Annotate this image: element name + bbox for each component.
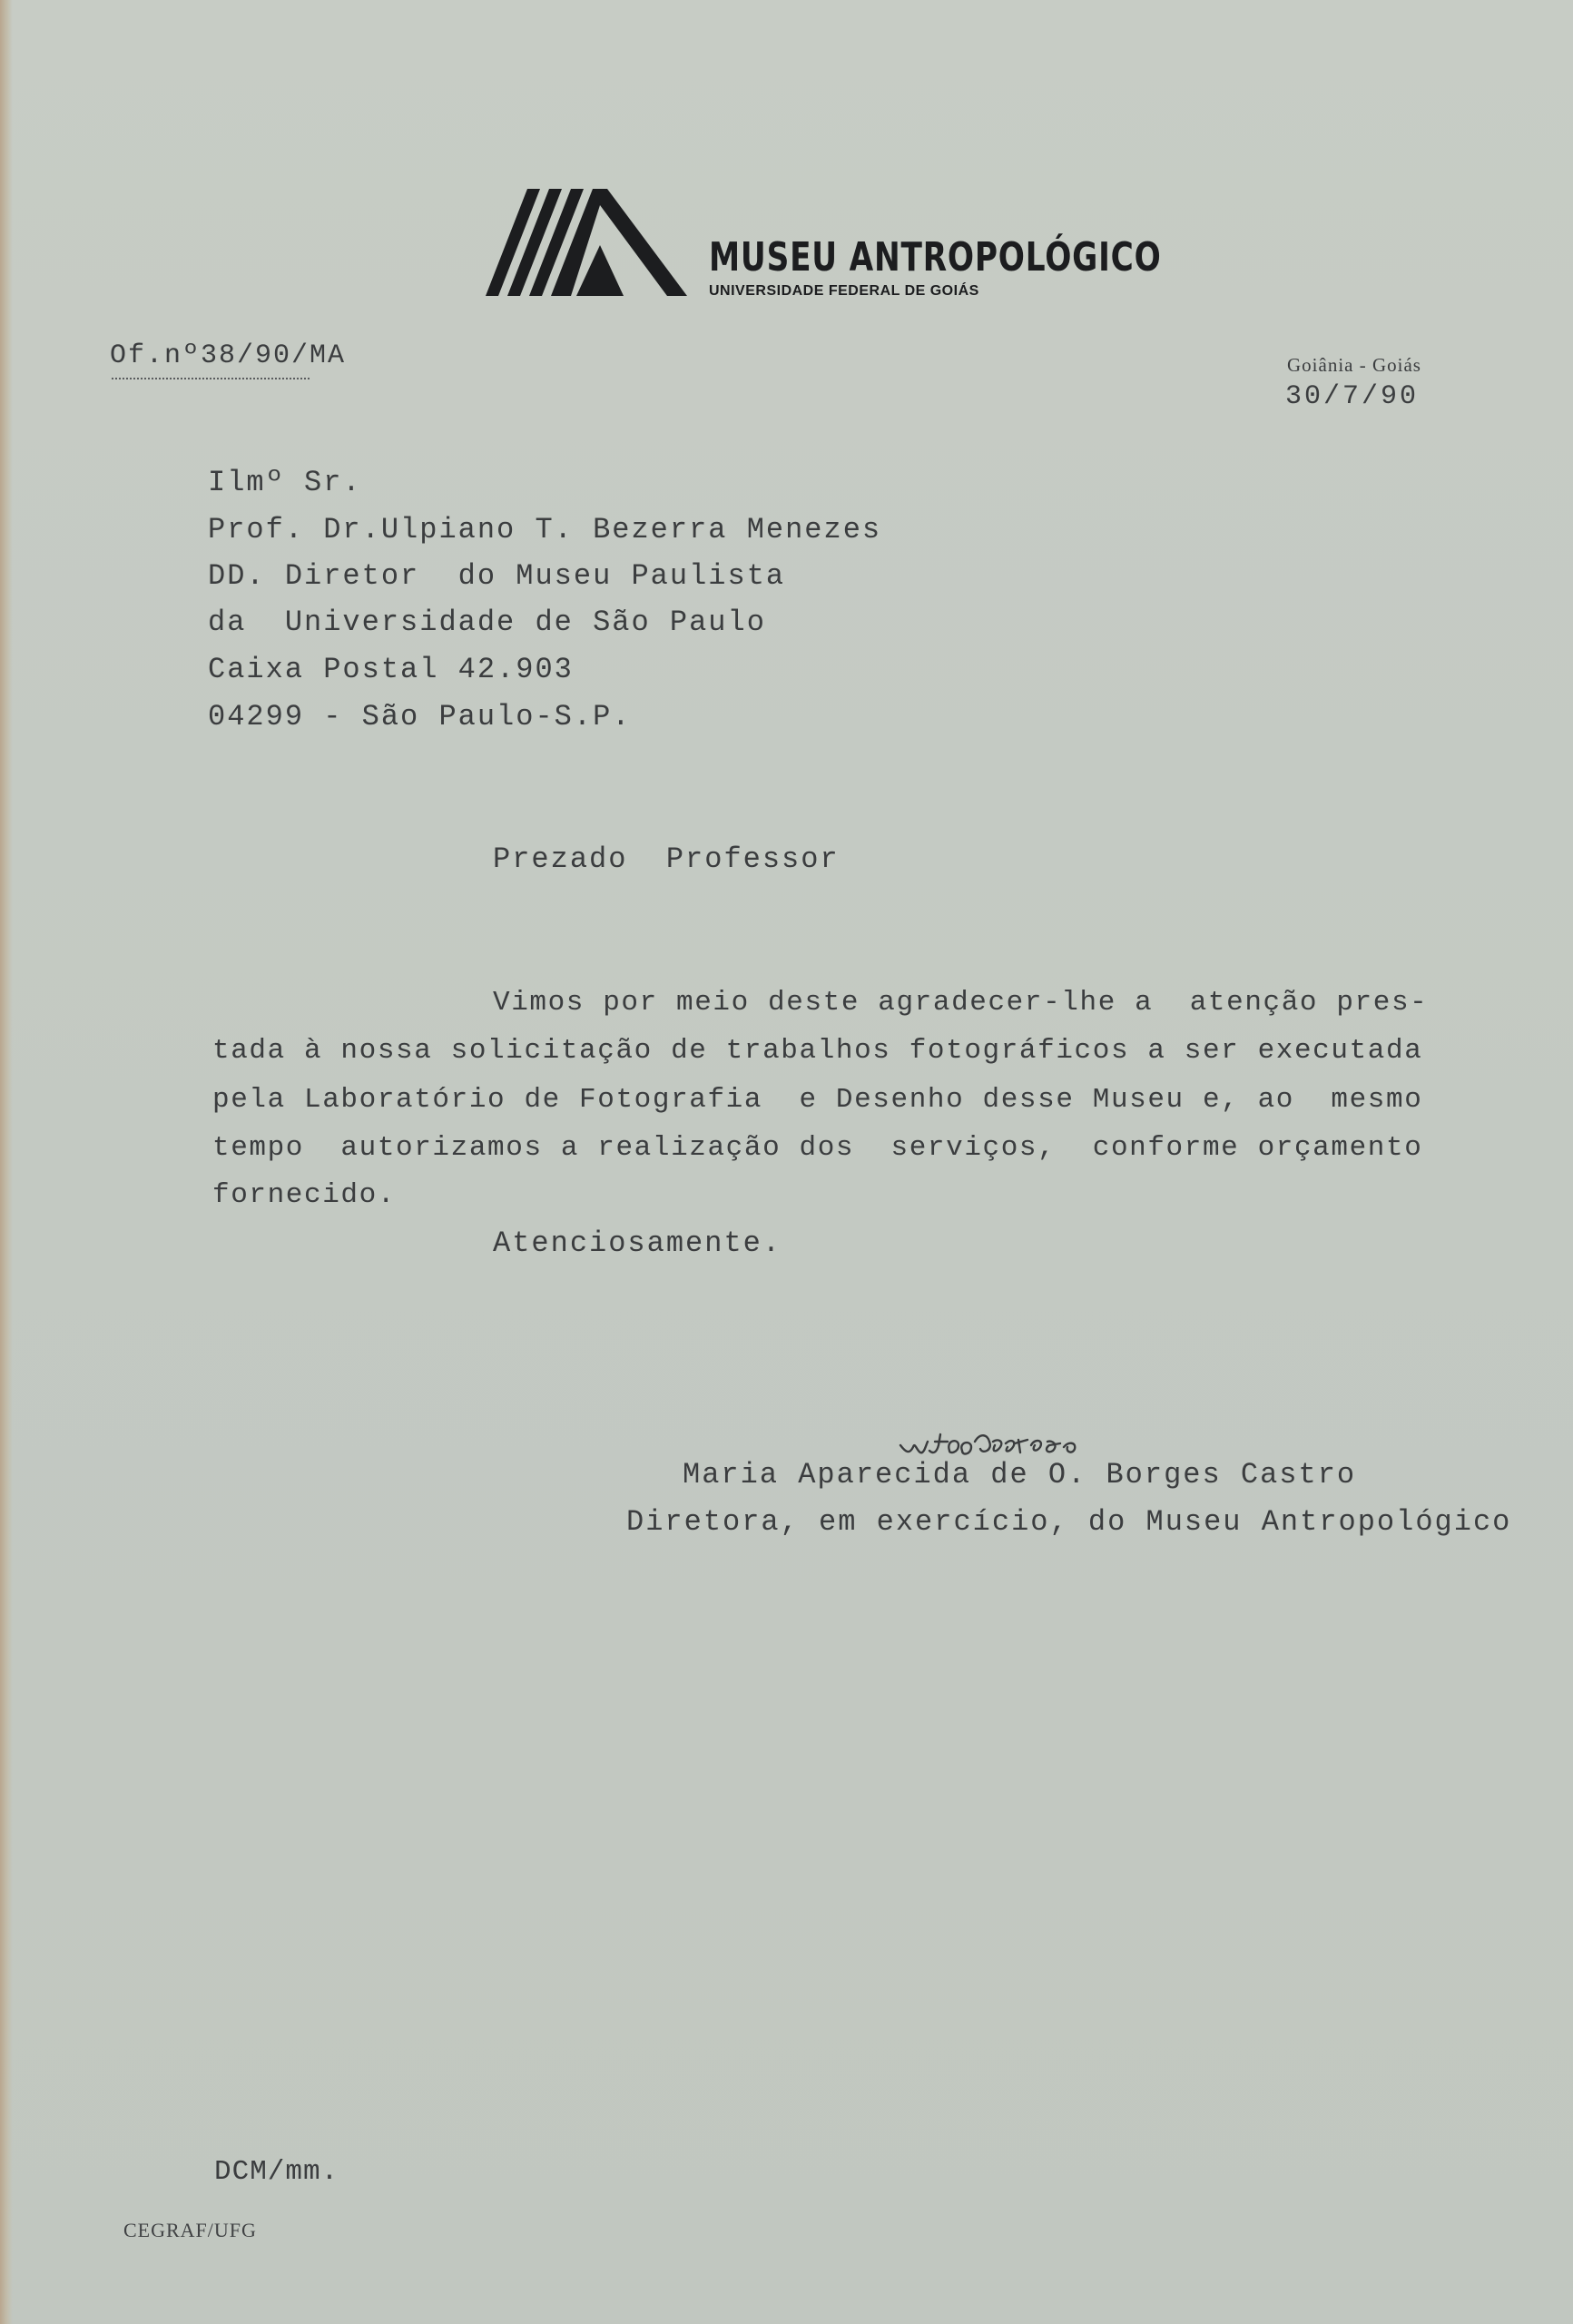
closing: Atenciosamente. — [493, 1226, 782, 1260]
museum-name: MUSEU ANTROPOLÓGICO — [709, 234, 1162, 281]
body-line: tempo autorizamos a realização dos serviços, conforme orçamento — [212, 1132, 1423, 1164]
reference-underline — [112, 378, 310, 379]
recipient-line: 04299 - São Paulo-S.P. — [208, 700, 632, 734]
university-name: UNIVERSIDADE FEDERAL DE GOIÁS — [709, 283, 979, 299]
paper-edge — [0, 0, 13, 2324]
recipient-line: DD. Diretor do Museu Paulista — [208, 559, 786, 593]
recipient-line: Ilmº Sr. — [208, 466, 362, 499]
printer-mark: CEGRAF/UFG — [123, 2219, 257, 2241]
body-line: tada à nossa solicitação de trabalhos fotográficos a ser executada — [212, 1035, 1423, 1067]
typist-initials: DCM/mm. — [214, 2156, 339, 2188]
salutation: Prezado Professor — [493, 842, 840, 876]
body-line: Vimos por meio deste agradecer-lhe a atenção pres- — [493, 987, 1429, 1019]
date: 30/7/90 — [1285, 381, 1420, 412]
body-line: pela Laboratório de Fotografia e Desenho desse Museu e, ao mesmo — [212, 1084, 1423, 1116]
place: Goiânia - Goiás — [1287, 354, 1421, 376]
body-line: fornecido. — [212, 1179, 397, 1211]
reference-number: Of.nº38/90/MA — [110, 340, 347, 371]
recipient-line: Caixa Postal 42.903 — [208, 653, 574, 686]
museum-logo-icon — [486, 189, 687, 298]
signatory-name: Maria Aparecida de O. Borges Castro — [683, 1458, 1357, 1492]
recipient-line: da Universidade de São Paulo — [208, 606, 766, 639]
recipient-line: Prof. Dr.Ulpiano T. Bezerra Menezes — [208, 513, 882, 547]
signatory-title: Diretora, em exercício, do Museu Antropológico — [626, 1505, 1512, 1539]
